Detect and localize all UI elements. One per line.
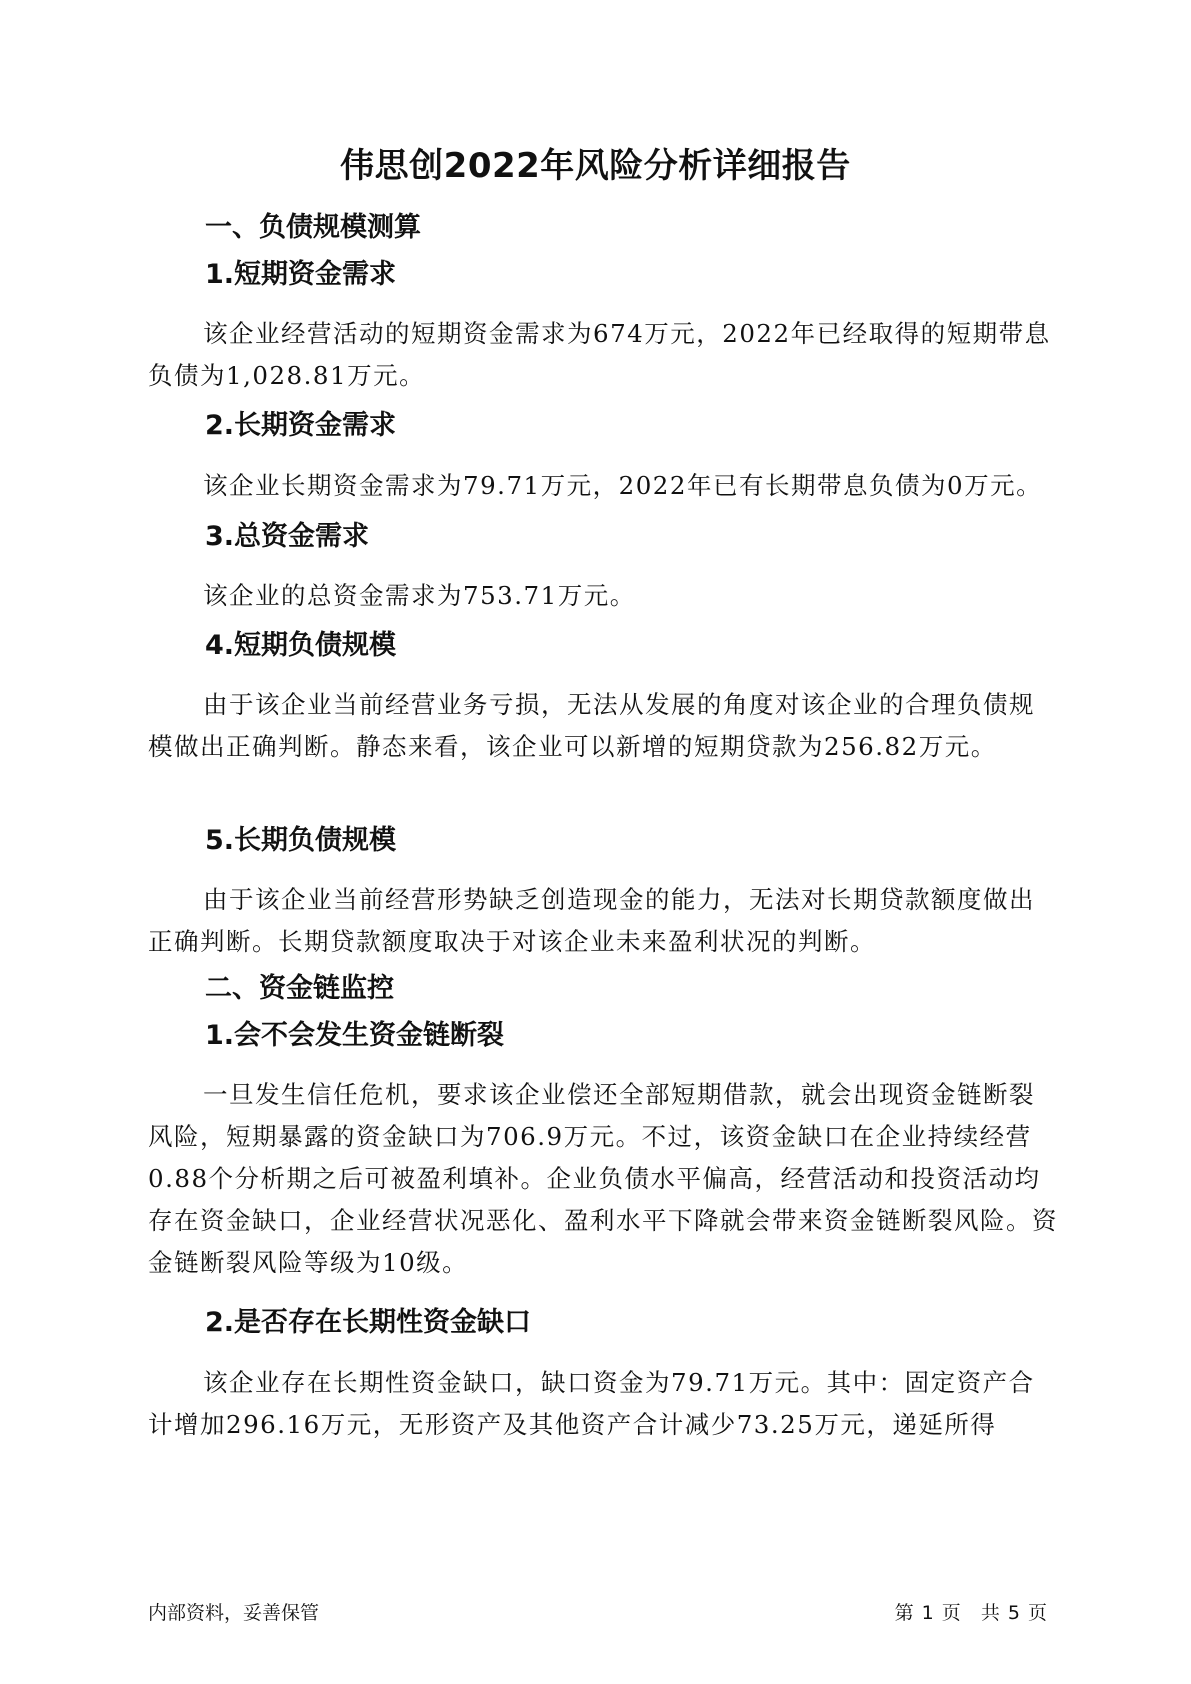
paragraph-long-term-need: 该企业长期资金需求为79.71万元，2022年已有长期带息负债为0万元。: [203, 471, 1043, 500]
paragraph-short-term-debt: 由于该企业当前经营业务亏损，无法从发展的角度对该企业的合理负债规模做出正确判断。静态来看，该企业可以新增的短期贷款为256.82万元。: [148, 690, 1035, 761]
total-label-prefix: 共: [980, 1602, 1000, 1624]
footer-confidential-note: 内部资料，妥善保管: [148, 1602, 320, 1624]
subsection-heading-long-term-debt: 5.长期负债规模: [205, 825, 397, 856]
page-label-mid: 页: [941, 1602, 961, 1624]
page-number: 1: [921, 1602, 934, 1624]
paragraph-long-term-debt: 由于该企业当前经营形势缺乏创造现金的能力，无法对长期贷款额度做出正确判断。长期贷款额度取决于对该企业未来盈利状况的判断。: [148, 885, 1035, 956]
paragraph-long-term-gap: 该企业存在长期性资金缺口，缺口资金为79.71万元。其中：固定资产合计增加296.16万元，无形资产及其他资产合计减少73.25万元，递延所得: [148, 1368, 1035, 1439]
subsection-heading-total-need: 3.总资金需求: [205, 521, 370, 552]
subsection-heading-long-term-gap: 2.是否存在长期性资金缺口: [205, 1307, 532, 1338]
subsection-heading-chain-break: 1.会不会发生资金链断裂: [205, 1020, 505, 1051]
total-pages: 5: [1007, 1602, 1020, 1624]
section-heading-debt-scale: 一、负债规模测算: [205, 212, 421, 243]
paragraph-short-term-need: 该企业经营活动的短期资金需求为674万元，2022年已经取得的短期带息负债为1,028.81万元。: [148, 319, 1051, 390]
subsection-heading-short-term-need: 1.短期资金需求: [205, 259, 397, 290]
report-title: 伟思创2022年风险分析详细报告: [340, 146, 851, 186]
subsection-heading-long-term-need: 2.长期资金需求: [205, 410, 397, 441]
paragraph-total-need: 该企业的总资金需求为753.71万元。: [203, 581, 636, 610]
subsection-heading-short-term-debt: 4.短期负债规模: [205, 630, 397, 661]
footer-page-indicator: [891, 1600, 1051, 1626]
total-label-suffix: 页: [1027, 1602, 1047, 1624]
section-heading-capital-chain: 二、资金链监控: [205, 973, 394, 1004]
page-label-prefix: 第: [894, 1602, 914, 1624]
paragraph-chain-break: 一旦发生信任危机，要求该企业偿还全部短期借款，就会出现资金链断裂风险，短期暴露的资金缺口为706.9万元。不过，该资金缺口在企业持续经营 0.88个分析期之后可被盈利填补。企业负债水平偏高，经营活动和投资活动均存在资金缺口，企业经营状况恶化、盈利水平下降就会带来资金链断裂风险。资金链断裂风险等级为10级。: [148, 1080, 1058, 1277]
